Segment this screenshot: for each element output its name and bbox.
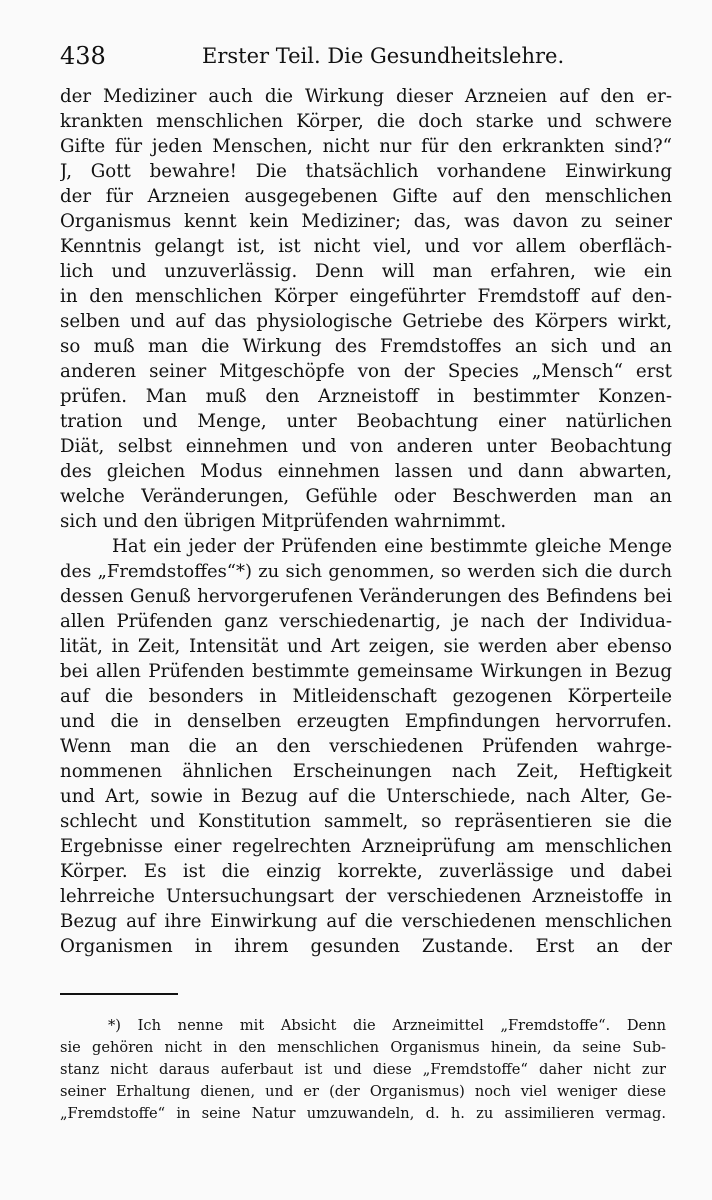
text-line: lität, in Zeit, Intensität und Art zeigen, sie werden aber ebenso (60, 636, 672, 657)
text-line: krankten menschlichen Körper, die doch starke und schwere (60, 111, 672, 132)
text-line: und Art, sowie in Bezug auf die Unterschiede, nach Alter, Ge- (60, 786, 672, 807)
text-line: J, Gott bewahre! Die thatsächlich vorhandene Einwirkung (60, 161, 672, 182)
body-text (60, 84, 672, 959)
text-line: Organismen in ihrem gesunden Zustande. Erst an der (60, 936, 672, 957)
text-line: Diät, selbst einnehmen und von anderen unter Beobachtung (60, 436, 672, 457)
paragraph-start-line: Hat ein jeder der Prüfenden eine bestimmte gleiche Menge (112, 536, 672, 557)
text-line: welche Veränderungen, Gefühle oder Beschwerden man an (60, 486, 672, 507)
footnote-line: sie gehören nicht in den menschlichen Organismus hinein, da seine Sub- (60, 1039, 666, 1056)
footnote-rule (60, 993, 178, 995)
text-line: Organismus kennt kein Mediziner; das, was davon zu seiner (60, 211, 672, 232)
text-line: anderen seiner Mitgeschöpfe von der Species „Mensch“ erst (60, 361, 672, 382)
footnote-line: stanz nicht daraus auferbaut ist und diese „Fremdstoffe“ daher nicht zur (60, 1061, 666, 1078)
running-title: Erster Teil. Die Gesundheitslehre. (202, 44, 565, 68)
text-line: lehrreiche Untersuchungsart der verschiedenen Arzneistoffe in (60, 886, 672, 907)
text-line: lich und unzuverlässig. Denn will man erfahren, wie ein (60, 261, 672, 282)
footnote-line: *) Ich nenne mit Absicht die Arzneimittel „Fremdstoffe“. Denn (108, 1017, 666, 1034)
text-line: dessen Genuß hervorgerufenen Veränderungen des Befindens bei (60, 586, 672, 607)
footnote-line: „Fremdstoffe“ in seine Natur umzuwandeln, d. h. zu assimilieren vermag. (60, 1105, 666, 1122)
text-line: bei allen Prüfenden bestimmte gemeinsame Wirkungen in Bezug (60, 661, 672, 682)
page-number: 438 (60, 42, 106, 70)
text-line: auf die besonders in Mitleidenschaft gezogenen Körperteile (60, 686, 672, 707)
text-line: Gifte für jeden Menschen, nicht nur für den erkrankten sind?“ (60, 136, 672, 157)
text-line: Kenntnis gelangt ist, ist nicht viel, und vor allem oberfläch- (60, 236, 672, 257)
text-line: der für Arzneien ausgegebenen Gifte auf den menschlichen (60, 186, 672, 207)
text-line: in den menschlichen Körper eingeführter Fremdstoff auf den- (60, 286, 672, 307)
text-line: des gleichen Modus einnehmen lassen und dann abwarten, (60, 461, 672, 482)
text-line: und die in denselben erzeugten Empfindungen hervorrufen. (60, 711, 672, 732)
text-line: Ergebnisse einer regelrechten Arzneiprüfung am menschlichen (60, 836, 672, 857)
text-line: Wenn man die an den verschiedenen Prüfenden wahrge- (60, 736, 672, 757)
text-line: nommenen ähnlichen Erscheinungen nach Zeit, Heftigkeit (60, 761, 672, 782)
footnote-line: seiner Erhaltung dienen, und er (der Organismus) noch viel weniger diese (60, 1083, 666, 1100)
running-head (60, 38, 664, 74)
text-line: des „Fremdstoffes“*) zu sich genommen, so werden sich die durch (60, 561, 672, 582)
text-line: prüfen. Man muß den Arzneistoff in bestimmter Konzen- (60, 386, 672, 407)
text-line: Bezug auf ihre Einwirkung auf die verschiedenen menschlichen (60, 911, 672, 932)
paragraph-end-line: sich und den übrigen Mitprüfenden wahrnimmt. (60, 511, 507, 532)
text-line: selben und auf das physiologische Getriebe des Körpers wirkt, (60, 311, 672, 332)
text-line: allen Prüfenden ganz verschiedenartig, je nach der Individua- (60, 611, 672, 632)
text-line: so muß man die Wirkung des Fremdstoffes an sich und an (60, 336, 672, 357)
text-line: schlecht und Konstitution sammelt, so repräsentieren sie die (60, 811, 672, 832)
text-line: Körper. Es ist die einzig korrekte, zuverlässige und dabei (60, 861, 672, 882)
text-line: tration und Menge, unter Beobachtung einer natürlichen (60, 411, 672, 432)
footnote (60, 1015, 666, 1125)
text-line: der Mediziner auch die Wirkung dieser Arzneien auf den er- (60, 86, 672, 107)
